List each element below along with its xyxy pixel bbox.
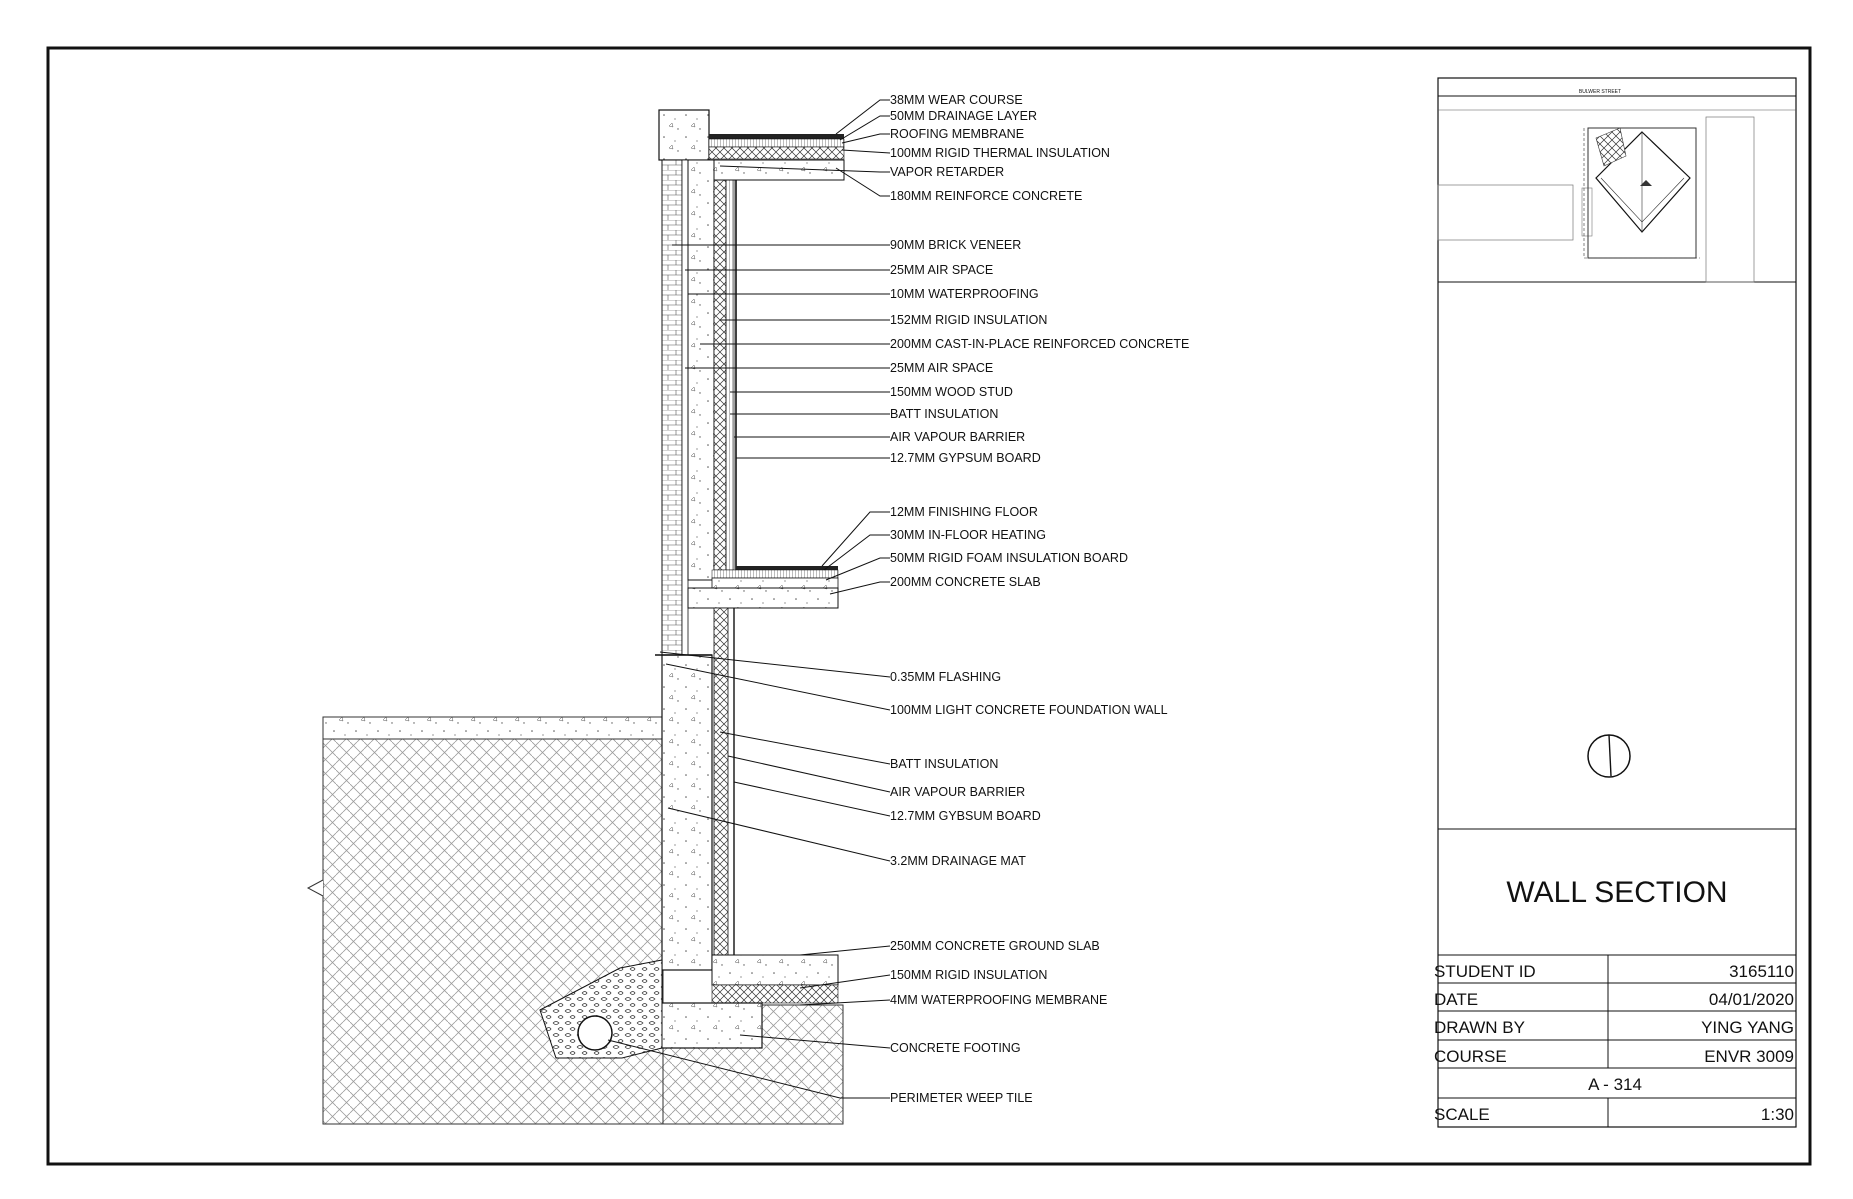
label-rigid-insulation: 152MM RIGID INSULATION [890, 313, 1048, 327]
course-value: ENVR 3009 [1704, 1047, 1794, 1066]
labels-lower [890, 670, 1168, 1105]
course-label: COURSE [1434, 1047, 1507, 1066]
sheet-title: WALL SECTION [1506, 876, 1728, 909]
earth-fill [323, 739, 663, 1124]
label-air-vapour-barrier-1: AIR VAPOUR BARRIER [890, 430, 1026, 444]
label-batt-insulation-2: BATT INSULATION [890, 757, 999, 771]
label-weep-tile: PERIMETER WEEP TILE [890, 1091, 1033, 1105]
scale-label: SCALE [1434, 1105, 1490, 1124]
ground-slab [712, 955, 838, 985]
label-wear-course: 38MM WEAR COURSE [890, 93, 1023, 107]
label-waterproofing: 10MM WATERPROOFING [890, 287, 1039, 301]
label-in-floor-heating: 30MM IN-FLOOR HEATING [890, 528, 1047, 542]
basement-insulation [714, 608, 728, 970]
label-flashing: 0.35MM FLASHING [890, 670, 1002, 684]
label-air-space-2: 25MM AIR SPACE [890, 361, 994, 375]
label-ground-slab: 250MM CONCRETE GROUND SLAB [890, 939, 1100, 953]
floor-insulation [712, 578, 838, 588]
floor-heating [712, 570, 838, 578]
floor-finish [736, 566, 838, 570]
concrete-wall [688, 160, 714, 580]
roof-drainage [709, 139, 844, 147]
label-drainage-mat: 3.2MM DRAINAGE MAT [890, 854, 1026, 868]
label-brick-veneer: 90MM BRICK VENEER [890, 238, 1022, 252]
grade-slab [323, 717, 663, 739]
ground-rigid-insulation [712, 985, 838, 1003]
break-line [308, 880, 323, 896]
label-concrete-slab: 200MM CONCRETE SLAB [890, 575, 1041, 589]
label-vapor-retarder: VAPOR RETARDER [890, 165, 1005, 179]
drawn-by-label: DRAWN BY [1434, 1018, 1525, 1037]
label-air-vapour-barrier-2: AIR VAPOUR BARRIER [890, 785, 1026, 799]
student-id-value: 3165110 [1729, 962, 1794, 981]
label-rigid-thermal-insulation: 100MM RIGID THERMAL INSULATION [890, 146, 1110, 160]
label-finishing-floor: 12MM FINISHING FLOOR [890, 505, 1038, 519]
weep-tile [578, 1016, 612, 1050]
label-air-space-1: 25MM AIR SPACE [890, 263, 994, 277]
label-ground-rigid-insulation: 150MM RIGID INSULATION [890, 968, 1048, 982]
date-label: DATE [1434, 990, 1479, 1009]
brick-veneer [662, 160, 682, 655]
labels-upper [890, 93, 1189, 589]
wall-section-drawing [308, 110, 844, 1124]
label-gypsum-board-1: 12.7MM GYPSUM BOARD [890, 451, 1041, 465]
street-label: BULWER STREET [1578, 89, 1622, 95]
title-block [1434, 78, 1796, 1127]
label-reinforce-concrete: 180MM REINFORCE CONCRETE [890, 189, 1083, 203]
drawn-by-value: YING YANG [1701, 1018, 1794, 1037]
roof-wear-course [709, 134, 844, 139]
label-waterproofing-membrane: 4MM WATERPROOFING MEMBRANE [890, 993, 1108, 1007]
north-arrow [1588, 735, 1630, 777]
label-wood-stud: 150MM WOOD STUD [890, 385, 1013, 399]
sheet-number: A - 314 [1588, 1075, 1642, 1094]
roof-insulation [709, 147, 844, 159]
date-value: 04/01/2020 [1708, 990, 1794, 1009]
scale-value: 1:30 [1760, 1105, 1794, 1124]
parapet [659, 110, 709, 160]
site-plan [1438, 89, 1796, 282]
label-concrete-footing: CONCRETE FOOTING [890, 1041, 1021, 1055]
label-rigid-foam-insulation: 50MM RIGID FOAM INSULATION BOARD [890, 551, 1128, 565]
student-id-label: STUDENT ID [1434, 962, 1536, 981]
label-roofing-membrane: ROOFING MEMBRANE [890, 127, 1025, 141]
label-gybsum-board-2: 12.7MM GYBSUM BOARD [890, 809, 1041, 823]
label-cast-in-place-concrete: 200MM CAST-IN-PLACE REINFORCED CONCRETE [890, 337, 1190, 351]
floor-slab [688, 588, 838, 608]
label-foundation-wall: 100MM LIGHT CONCRETE FOUNDATION WALL [890, 703, 1168, 717]
label-batt-insulation-1: BATT INSULATION [890, 407, 999, 421]
air-space [682, 160, 688, 655]
label-drainage-layer: 50MM DRAINAGE LAYER [890, 109, 1038, 123]
